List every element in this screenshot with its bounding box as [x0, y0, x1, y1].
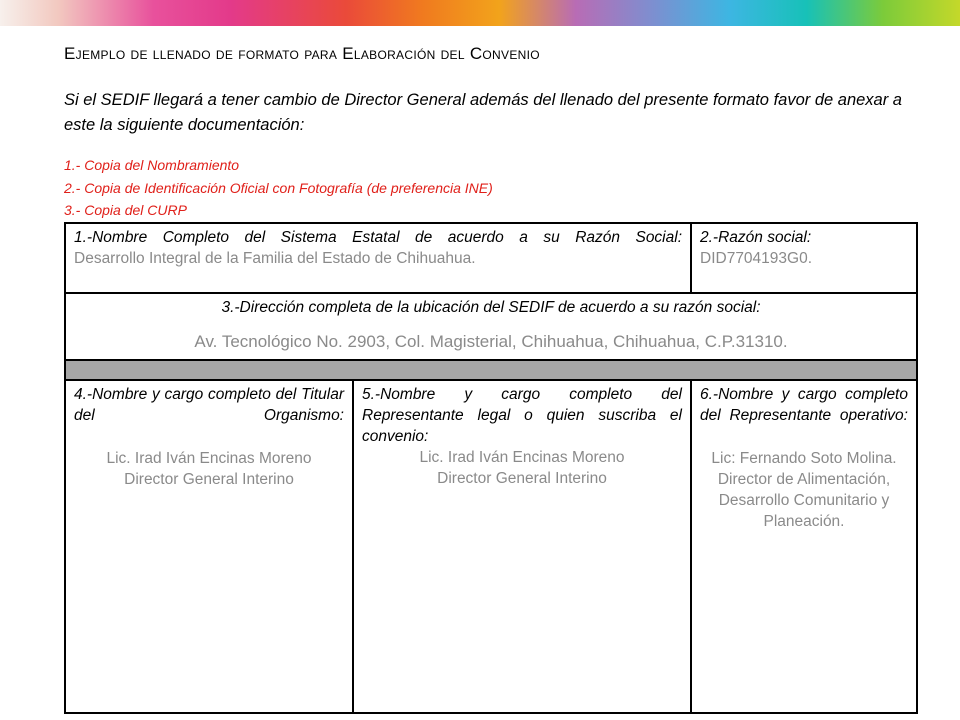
field-system-name-value: Desarrollo Integral de la Familia del Estado de Chihuahua.	[74, 250, 476, 267]
requirement-item: 3.- Copia del CURP	[64, 202, 187, 218]
field-legal-representative	[353, 380, 691, 713]
field-razon-social	[691, 223, 917, 293]
decorative-gradient-bar	[0, 0, 960, 26]
requirement-item: 2.- Copia de Identificación Oficial con Fotografía (de preferencia INE)	[64, 179, 493, 196]
requirement-item: 1.- Copia del Nombramiento	[64, 157, 240, 173]
field-address-label: 3.-Dirección completa de la ubicación del SEDIF de acuerdo a su razón social:	[221, 299, 761, 317]
field-titular-name: Lic. Irad Iván Encinas Moreno	[106, 449, 312, 467]
field-legal-representative-position: Director General Interino	[437, 469, 607, 487]
page-title: Ejemplo de llenado de formato para Elaboración del Convenio	[64, 44, 540, 63]
convenio-form-table	[64, 222, 918, 714]
field-legal-representative-name: Lic. Irad Iván Encinas Moreno	[419, 448, 625, 466]
field-razon-social-label: 2.-Razón social:	[700, 229, 812, 246]
field-operative-representative	[691, 380, 917, 713]
field-titular-label: 4.-Nombre y cargo completo del Titular del Organismo:	[74, 385, 344, 424]
field-operative-representative-value: Lic: Fernando Soto Molina. Director de Alimentación, Desarrollo Comunitario y Planeación.	[711, 449, 897, 530]
field-razon-social-value: DID7704193G0.	[700, 250, 813, 267]
separator-row	[65, 360, 917, 380]
field-system-name-label: 1.-Nombre Completo del Sistema Estatal de acuerdo a su Razón Social:	[74, 229, 682, 246]
field-legal-representative-label: 5.-Nombre y cargo completo del Representante legal o quien suscriba el convenio:	[362, 385, 682, 445]
field-address-value: Av. Tecnológico No. 2903, Col. Magisterial, Chihuahua, Chihuahua, C.P.31310.	[194, 332, 788, 352]
requirements-list	[64, 154, 493, 222]
intro-paragraph: Si el SEDIF llegará a tener cambio de Director General además del llenado del presente formato favor de anexar a este la siguiente documentación:	[64, 91, 902, 134]
field-address	[65, 293, 917, 359]
separator-cell	[65, 360, 917, 380]
field-titular	[65, 380, 353, 713]
field-titular-position: Director General Interino	[124, 470, 294, 488]
field-operative-representative-label: 6.-Nombre y cargo completo del Representante operativo:	[700, 385, 908, 424]
field-system-name	[65, 223, 691, 293]
